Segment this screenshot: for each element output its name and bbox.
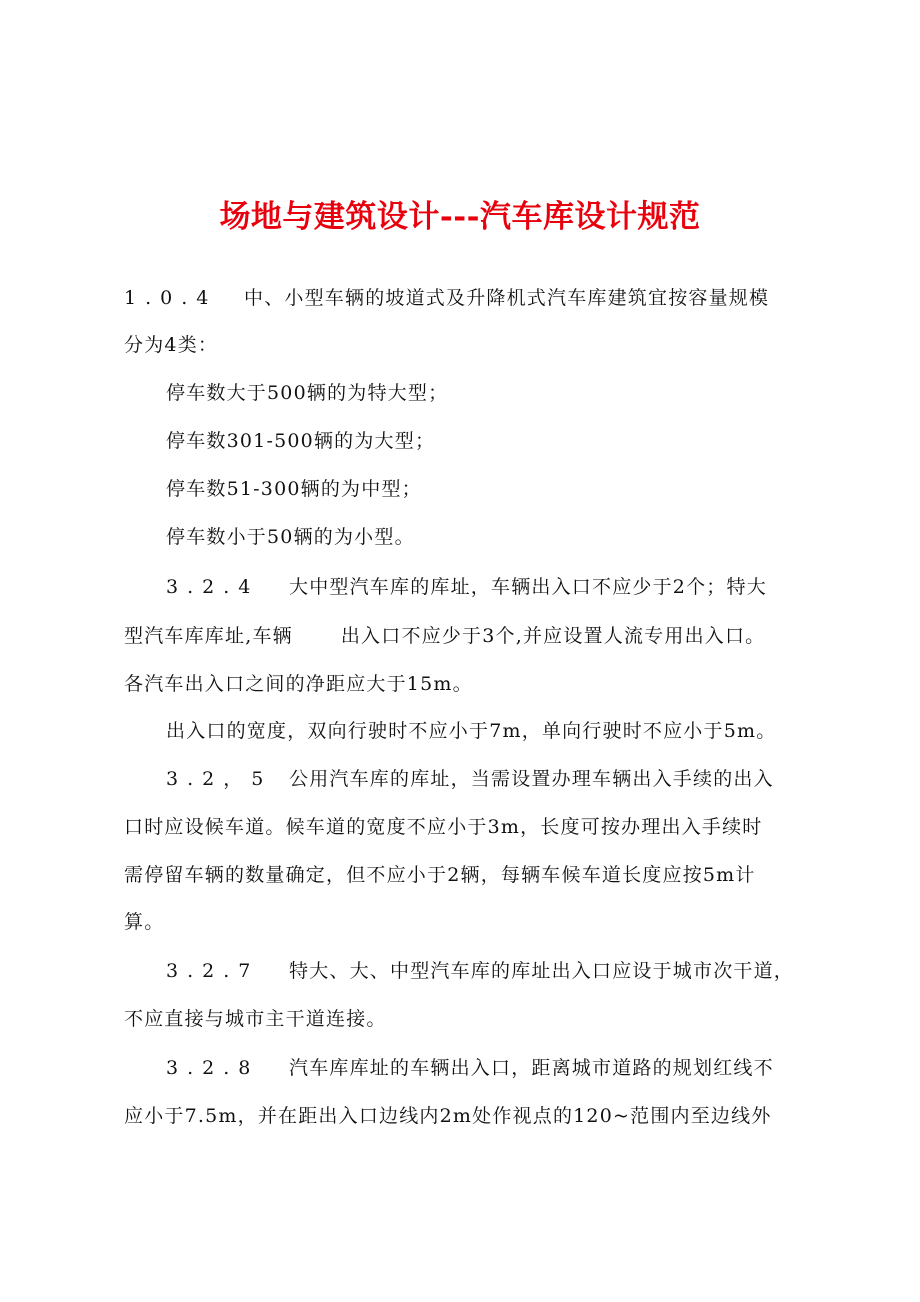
section-3-2-5-line-1 bbox=[166, 764, 774, 794]
paragraph-text: 中、小型车辆的坡道式及升降机式汽车库建筑宜按容量规模 bbox=[244, 287, 770, 309]
paragraph-text: 公用汽车库的库址，当需设置办理车辆出入手续的出入 bbox=[289, 768, 774, 790]
paragraph-text: 型汽车库库址,车辆 bbox=[124, 625, 293, 647]
section-3-2-4-line-1 bbox=[166, 572, 767, 602]
paragraph-line: 出入口的宽度，双向行驶时不应小于7m，单向行驶时不应小于5m。 bbox=[166, 720, 777, 742]
list-item: 停车数大于500辆的为特大型； bbox=[166, 382, 449, 404]
section-number: 3.2.8 bbox=[166, 1057, 260, 1079]
section-3-2-8-line-1 bbox=[166, 1053, 774, 1083]
section-number: 3.2.7 bbox=[166, 960, 260, 982]
section-number: 3.2，5 bbox=[166, 768, 273, 790]
list-item: 停车数51-300辆的为中型； bbox=[166, 478, 422, 500]
paragraph-line: 各汽车出入口之间的净距应大于15m。 bbox=[124, 673, 473, 695]
section-number: 1.0.4 bbox=[124, 287, 218, 309]
section-3-2-7-line-1 bbox=[166, 956, 794, 986]
list-item: 停车数小于50辆的为小型。 bbox=[166, 526, 415, 548]
list-item: 停车数301-500辆的为大型； bbox=[166, 430, 436, 452]
paragraph-text: 特大、大、中型汽车库的库址出入口应设于城市次干道， bbox=[289, 960, 795, 982]
section-3-2-4-line-2 bbox=[124, 621, 765, 651]
section-1-0-4-line-1 bbox=[124, 283, 769, 313]
paragraph-line: 不应直接与城市主干道连接。 bbox=[124, 1008, 387, 1030]
paragraph-line: 口时应设候车道。候车道的宽度不应小于3m，长度可按办理出入手续时 bbox=[124, 816, 763, 838]
paragraph-line: 分为4类： bbox=[124, 334, 219, 356]
paragraph-text: 大中型汽车库的库址，车辆出入口不应少于2个；特大 bbox=[289, 576, 767, 598]
paragraph-line: 算。 bbox=[124, 911, 165, 933]
paragraph-line: 应小于7.5m，并在距出入口边线内2m处作视点的120~范围内至边线外 bbox=[124, 1105, 772, 1127]
paragraph-text: 出入口不应少于3个,并应设置人流专用出入口。 bbox=[340, 625, 766, 647]
paragraph-text: 汽车库库址的车辆出入口，距离城市道路的规划红线不 bbox=[289, 1057, 774, 1079]
section-number: 3.2.4 bbox=[166, 576, 260, 598]
document-title: 场地与建筑设计---汽车库设计规范 bbox=[219, 199, 701, 235]
paragraph-line: 需停留车辆的数量确定，但不应小于2辆，每辆车候车道长度应按5m计 bbox=[124, 864, 756, 886]
